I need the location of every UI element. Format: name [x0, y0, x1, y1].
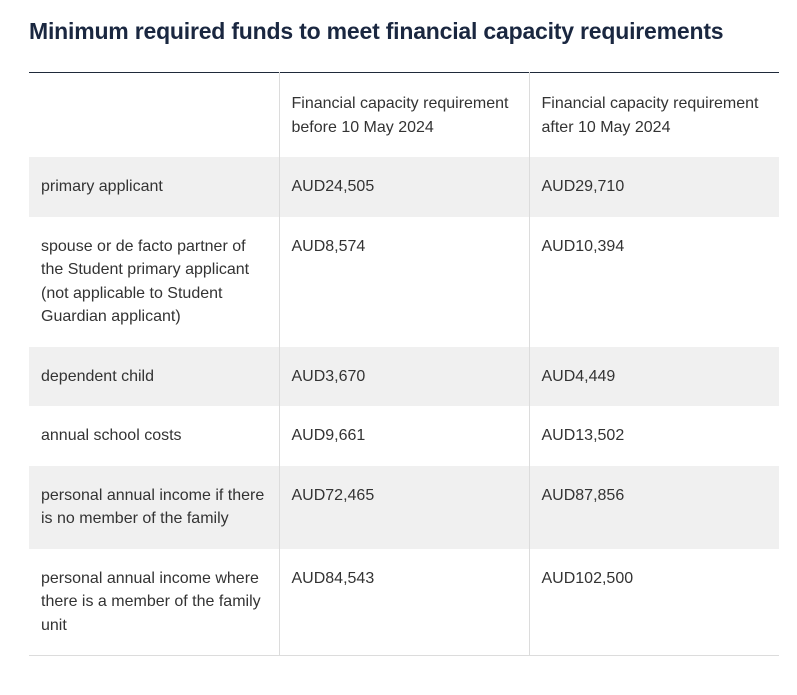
header-cell-after: Financial capacity requirement after 10 May 2024 — [529, 73, 779, 158]
after-value-cell: AUD29,710 — [529, 157, 779, 217]
row-label-cell: personal annual income where there is a member of the family unit — [29, 549, 279, 656]
table-header — [29, 73, 779, 158]
table-body — [29, 157, 779, 656]
table-row — [29, 466, 779, 549]
table-header-row — [29, 73, 779, 158]
table-row — [29, 549, 779, 656]
after-value-cell: AUD87,856 — [529, 466, 779, 549]
after-value-cell: AUD4,449 — [529, 347, 779, 407]
before-value-cell: AUD8,574 — [279, 217, 529, 347]
page-title: Minimum required funds to meet financial capacity requirements — [29, 18, 724, 44]
table-row — [29, 347, 779, 407]
before-value-cell: AUD24,505 — [279, 157, 529, 217]
before-value-cell: AUD3,670 — [279, 347, 529, 407]
after-value-cell: AUD13,502 — [529, 406, 779, 466]
row-label-cell: annual school costs — [41, 427, 182, 444]
table-row — [29, 157, 779, 217]
funds-table — [29, 72, 779, 656]
before-value-cell: AUD84,543 — [279, 549, 529, 656]
row-label-cell: personal annual income if there is no member of the family — [29, 466, 279, 549]
after-value-cell: AUD10,394 — [529, 217, 779, 347]
row-label-cell: dependent child — [29, 347, 279, 407]
row-label-cell: primary applicant — [29, 157, 279, 217]
table-row — [29, 406, 779, 466]
table-row — [29, 217, 779, 347]
header-cell-category — [29, 73, 279, 158]
row-label-cell: spouse or de facto partner of the Student primary applicant (not applicable to Student Guardian applicant) — [41, 237, 250, 325]
after-value-cell: AUD102,500 — [529, 549, 779, 656]
header-cell-before: Financial capacity requirement before 10 May 2024 — [279, 73, 529, 158]
before-value-cell: AUD9,661 — [279, 406, 529, 466]
before-value-cell: AUD72,465 — [279, 466, 529, 549]
